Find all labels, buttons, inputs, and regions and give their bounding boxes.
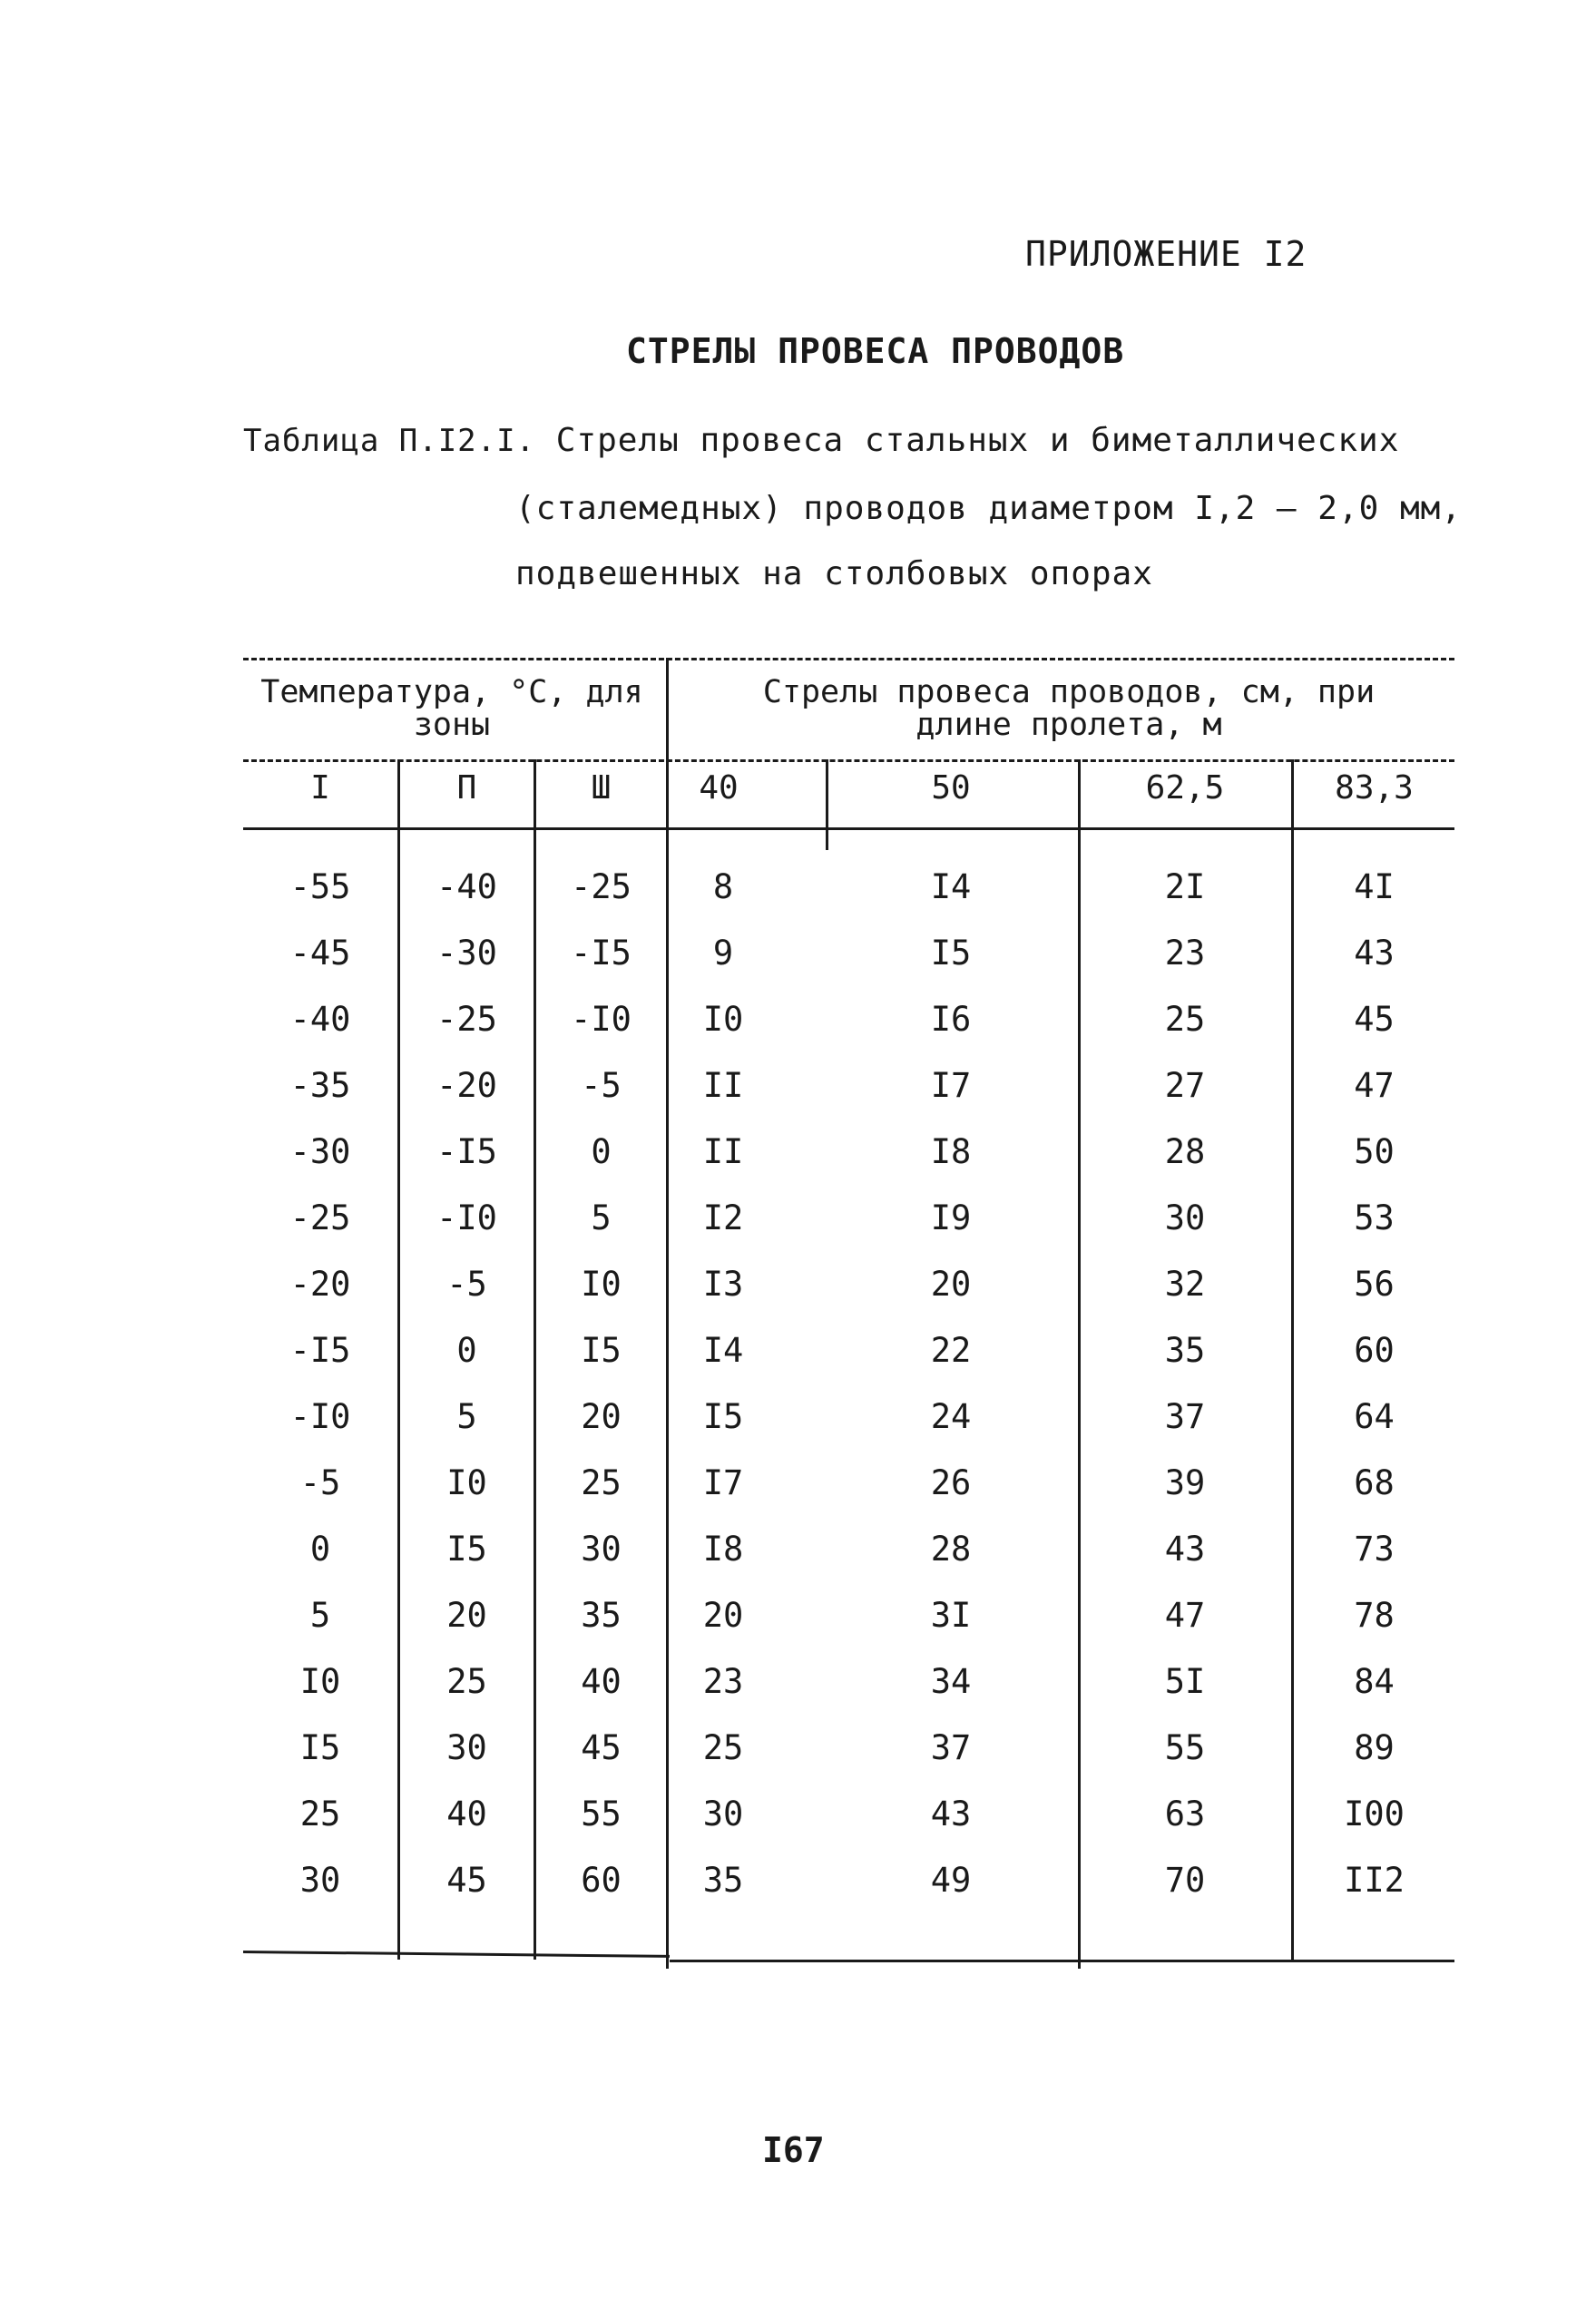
table-cell: I7 [930, 1066, 972, 1105]
table-cell: 40 [446, 1794, 487, 1834]
table-cell: 0 [456, 1331, 477, 1370]
table-cell: 78 [1354, 1596, 1395, 1635]
table-cell: 20 [930, 1265, 972, 1304]
table-cell: 45 [446, 1861, 487, 1900]
table-cell: 30 [299, 1861, 341, 1900]
table-cell: 20 [702, 1596, 744, 1635]
table-cell: I4 [930, 867, 972, 906]
table-caption-label: Таблица П.I2.I. [243, 423, 536, 459]
table-cell: 68 [1354, 1463, 1395, 1502]
table-cell: 84 [1354, 1662, 1395, 1701]
table-caption-line-2: (сталемедных) проводов диаметром I,2 – 2,0 мм, [515, 490, 1462, 527]
table-cell: 25 [581, 1463, 622, 1502]
table-cell: 70 [1164, 1861, 1206, 1900]
table-cell: 43 [1354, 934, 1395, 973]
table-cell: 55 [1164, 1728, 1206, 1767]
table-cell: -20 [289, 1265, 351, 1304]
table-cell: I6 [930, 1000, 972, 1039]
sag-group-header: Стрелы провеса проводов, см, при длине пролета, м [762, 674, 1376, 743]
table-cell: I5 [446, 1530, 487, 1569]
table-cell: 20 [446, 1596, 487, 1635]
table-cell: 45 [581, 1728, 622, 1767]
subheader-span-40: 40 [699, 769, 739, 807]
table-cell: 22 [930, 1331, 972, 1370]
table-cell: 73 [1354, 1530, 1395, 1569]
table-cell: 89 [1354, 1728, 1395, 1767]
subheader-span-62-5: 62,5 [1145, 769, 1225, 807]
table-cell: -45 [289, 934, 351, 973]
table-cell: I9 [930, 1198, 972, 1237]
table-cell: 5 [309, 1596, 331, 1635]
table-cell: 25 [299, 1794, 341, 1834]
column-zone-1 [243, 865, 397, 1924]
table-cell: 53 [1354, 1198, 1395, 1237]
table-cell: 56 [1354, 1265, 1395, 1304]
table-cell: 43 [930, 1794, 972, 1834]
table-cell: -I5 [289, 1331, 351, 1370]
table-cell: 25 [1164, 1000, 1206, 1039]
table-cell: 20 [581, 1397, 622, 1436]
table-cell: 55 [581, 1794, 622, 1834]
table-cell: 0 [591, 1132, 612, 1171]
table-cell: 26 [930, 1463, 972, 1502]
table-cell: 60 [581, 1861, 622, 1900]
table-cell: 8 [712, 867, 734, 906]
table-cell: 45 [1354, 1000, 1395, 1039]
table-cell: 25 [702, 1728, 744, 1767]
table-cell: 25 [446, 1662, 487, 1701]
table-cell: -25 [436, 1000, 497, 1039]
column-zone-3 [536, 865, 666, 1924]
table-cell: 30 [1164, 1198, 1206, 1237]
table-cell: 35 [581, 1596, 622, 1635]
table-cell: I7 [702, 1463, 744, 1502]
subheader-span-83-3: 83,3 [1335, 769, 1414, 807]
table-cell: -20 [436, 1066, 497, 1105]
table-cell: -I0 [289, 1397, 351, 1436]
table-cell: I5 [930, 934, 972, 973]
column-span-62-5 [1081, 865, 1289, 1924]
subheader-span-50: 50 [931, 769, 971, 807]
table-cell: 37 [1164, 1397, 1206, 1436]
table-cell: I0 [299, 1662, 341, 1701]
table-cell: -40 [289, 1000, 351, 1039]
column-span-50 [828, 865, 1073, 1924]
table-cell: II [702, 1066, 744, 1105]
table-cell: 50 [1354, 1132, 1395, 1171]
page-title: СТРЕЛЫ ПРОВЕСА ПРОВОДОВ [626, 331, 1125, 371]
subheader-zone-1: I [310, 769, 330, 807]
table-cell: I8 [930, 1132, 972, 1171]
table-cell: 2I [1164, 867, 1206, 906]
table-cell: -25 [571, 867, 632, 906]
table-cell: -5 [446, 1265, 487, 1304]
table-cell: 4I [1354, 867, 1395, 906]
table-cell: I0 [581, 1265, 622, 1304]
table-cell: 40 [581, 1662, 622, 1701]
table-caption-text: Стрелы провеса стальных и биметаллических [555, 422, 1400, 459]
table-cell: I5 [299, 1728, 341, 1767]
table-cell: 30 [581, 1530, 622, 1569]
table-cell: 34 [930, 1662, 972, 1701]
appendix-label: ПРИЛОЖЕНИЕ I2 [1025, 234, 1307, 274]
table-cell: I5 [581, 1331, 622, 1370]
table-cell: -I0 [571, 1000, 632, 1039]
table-cell: I4 [702, 1331, 744, 1370]
subheader-rule [243, 827, 1454, 830]
table-cell: 0 [309, 1530, 331, 1569]
table-bottom-rule-right [670, 1960, 1454, 1962]
table-cell: 3I [930, 1596, 972, 1635]
table-caption-line-3: подвешенных на столбовых опорах [515, 555, 1153, 592]
table-cell: I0 [702, 1000, 744, 1039]
table-cell: 28 [1164, 1132, 1206, 1171]
column-span-83-3 [1294, 865, 1454, 1924]
header-rule [243, 759, 1454, 762]
table-cell: -I5 [571, 934, 632, 973]
table-cell: I0 [446, 1463, 487, 1502]
table-cell: 24 [930, 1397, 972, 1436]
table-cell: -35 [289, 1066, 351, 1105]
table-cell: 23 [702, 1662, 744, 1701]
table-cell: I8 [702, 1530, 744, 1569]
table-cell: 9 [712, 934, 734, 973]
table-cell: 63 [1164, 1794, 1206, 1834]
table-cell: 23 [1164, 934, 1206, 973]
table-cell: 5 [456, 1397, 477, 1436]
table-cell: 47 [1164, 1596, 1206, 1635]
table-cell: 30 [446, 1728, 487, 1767]
table-cell: 32 [1164, 1265, 1206, 1304]
column-zone-2 [400, 865, 534, 1924]
table-cell: 37 [930, 1728, 972, 1767]
table-cell: -5 [581, 1066, 622, 1105]
table-cell: II [702, 1132, 744, 1171]
subheader-zone-3: Ш [591, 769, 612, 807]
table-cell: I5 [702, 1397, 744, 1436]
table-cell: 60 [1354, 1331, 1395, 1370]
subheader-zone-2: П [456, 769, 477, 807]
table-cell: -25 [289, 1198, 351, 1237]
table-bottom-rule-left [243, 1951, 670, 1958]
table-cell: 28 [930, 1530, 972, 1569]
table-cell: 5I [1164, 1662, 1206, 1701]
table-cell: I2 [702, 1198, 744, 1237]
table-cell: -30 [289, 1132, 351, 1171]
table-caption-line-1 [243, 422, 1399, 459]
table-cell: 43 [1164, 1530, 1206, 1569]
table-cell: 47 [1354, 1066, 1395, 1105]
table-cell: -5 [299, 1463, 341, 1502]
page-number: I67 [762, 2130, 825, 2170]
table-cell: -30 [436, 934, 497, 973]
table-cell: 27 [1164, 1066, 1206, 1105]
table-cell: 30 [702, 1794, 744, 1834]
table-cell: II2 [1344, 1861, 1405, 1900]
table-cell: 35 [1164, 1331, 1206, 1370]
table-cell: -55 [289, 867, 351, 906]
table-top-rule [243, 658, 1454, 660]
table-cell: -I5 [436, 1132, 497, 1171]
table-cell: -I0 [436, 1198, 497, 1237]
table-cell: 64 [1354, 1397, 1395, 1436]
table-cell: 49 [930, 1861, 972, 1900]
temperature-group-header: Температура, °С, для зоны [260, 674, 643, 743]
column-span-40 [669, 865, 778, 1924]
table-cell: 5 [591, 1198, 612, 1237]
table-cell: 39 [1164, 1463, 1206, 1502]
table-cell: -40 [436, 867, 497, 906]
table-cell: 35 [702, 1861, 744, 1900]
table-cell: I3 [702, 1265, 744, 1304]
table-cell: I00 [1344, 1794, 1405, 1834]
sag-table [243, 658, 1454, 1982]
